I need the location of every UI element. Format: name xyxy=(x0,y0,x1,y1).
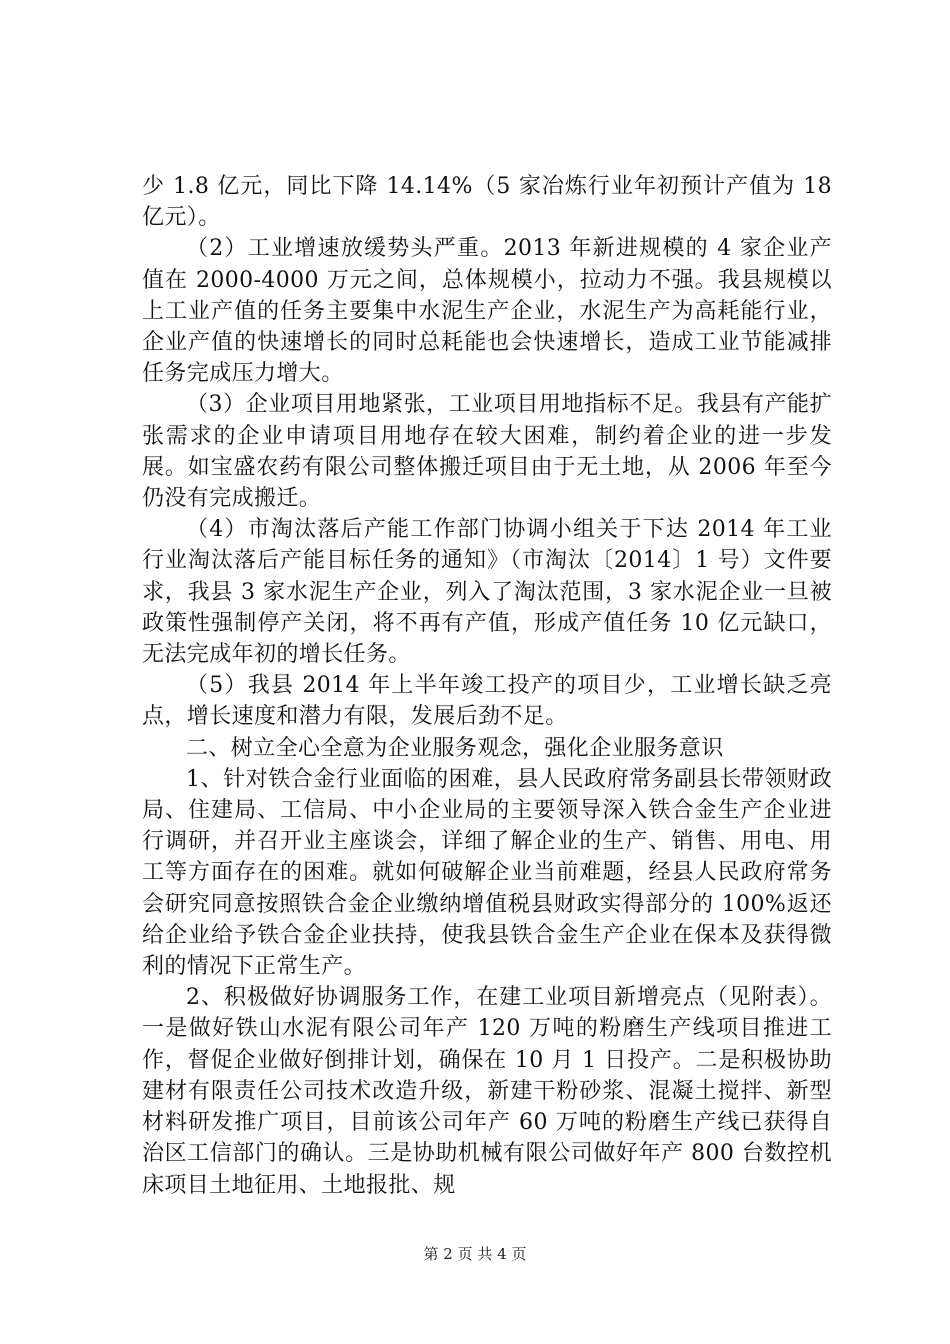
page-footer: 第 2 页 共 4 页 xyxy=(423,1245,527,1263)
paragraph-5: （5）我县 2014 年上半年竣工投产的项目少，工业增长缺乏亮点，增长速度和潜力有限，发展后劲不足。 xyxy=(142,673,832,730)
paragraph-7: 1、针对铁合金行业面临的困难，县人民政府常务副县长带领财政局、住建局、工信局、中小企业局的主要领导深入铁合金生产企业进行调研，并召开业主座谈会，详细了解企业的生产、销售、用电、用工等方面存在的困难。就如何破解企业当前难题，经县人民政府常务会研究同意按照铁合金企业缴纳增值税县财政实得部分的 100%返还给企业给予铁合金企业扶持，使我县铁合金生产企业在保本及获得微利的情况下正常生产。 xyxy=(142,766,832,980)
paragraph-1: 少 1.8 亿元，同比下降 14.14%（5 家冶炼行业年初预计产值为 18 亿元）。 xyxy=(142,174,832,231)
paragraph-3: （3）企业项目用地紧张，工业项目用地指标不足。我县有产能扩张需求的企业申请项目用地存在较大困难，制约着企业的进一步发展。如宝盛农药有限公司整体搬迁项目由于无土地，从 2006 年至今仍没有完成搬迁。 xyxy=(142,392,832,512)
paragraph-2: （2）工业增速放缓势头严重。2013 年新进规模的 4 家企业产值在 2000-4000 万元之间，总体规模小，拉动力不强。我县规模以上工业产值的任务主要集中水泥生产企业，水泥生产为高耗能行业，企业产值的快速增长的同时总耗能也会快速增长，造成工业节能减排任务完成压力增大。 xyxy=(142,236,832,387)
paragraph-8: 2、积极做好协调服务工作，在建工业项目新增亮点（见附表）。一是做好铁山水泥有限公司年产 120 万吨的粉磨生产线项目推进工作，督促企业做好倒排计划，确保在 10 月 1 日投产。二是积极协助建材有限责任公司技术改造升级，新建干粉砂浆、混凝土搅拌、新型材料研发推广项目，目前该公司年产 60 万吨的粉磨生产线已获得自治区工信部门的确认。三是协助机械有限公司做好年产 800 台数控机床项目土地征用、土地报批、规 xyxy=(142,985,832,1198)
section-heading: 二、树立全心全意为企业服务观念，强化企业服务意识 xyxy=(186,735,724,761)
paragraph-4: （4）市淘汰落后产能工作部门协调小组关于下达 2014 年工业行业淘汰落后产能目标任务的通知》（市淘汰〔2014〕1 号）文件要求，我县 3 家水泥生产企业，列入了淘汰范围，3 家水泥企业一旦被政策性强制停产关闭，将不再有产值，形成产值任务 10 亿元缺口，无法完成年初的增长任务。 xyxy=(142,517,832,668)
document-body xyxy=(142,171,832,1201)
